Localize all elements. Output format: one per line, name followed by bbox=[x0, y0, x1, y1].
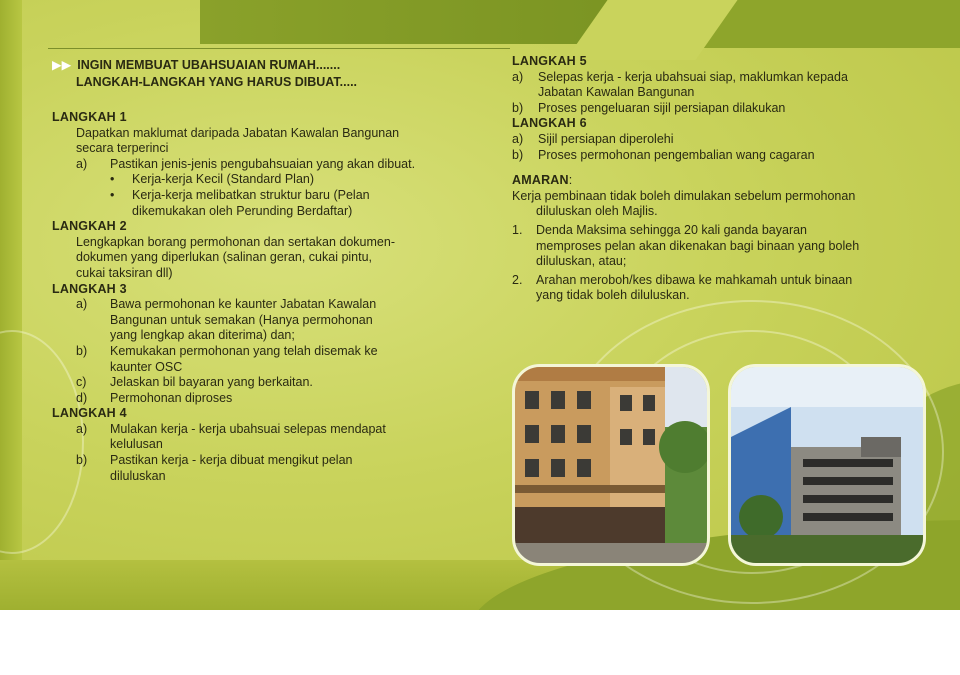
spacer bbox=[512, 163, 932, 173]
langkah-1-intro-2: secara terperinci bbox=[76, 141, 169, 156]
bullet-item bbox=[52, 188, 472, 219]
list-item bbox=[52, 157, 472, 173]
langkah-2-line-3: cukai taksiran dll) bbox=[76, 265, 173, 280]
item-label: a) bbox=[512, 131, 524, 146]
title-rule bbox=[48, 48, 510, 49]
item-text: Bawa permohonan ke kaunter Jabatan Kawalan Bangunan untuk semakan (Hanya permohonan yang lengkap akan diterima) dan; bbox=[110, 297, 377, 343]
langkah-1-intro-1: Dapatkan maklumat daripada Jabatan Kawalan Bangunan bbox=[76, 125, 400, 140]
item-text: Pastikan jenis-jenis pengubahsuaian yang akan dibuat. bbox=[110, 156, 416, 171]
item-text: Arahan meroboh/kes dibawa ke mahkamah untuk binaan yang tidak boleh diluluskan. bbox=[536, 272, 853, 303]
item-text: Kemukakan permohonan yang telah disemak ke kaunter OSC bbox=[110, 343, 378, 374]
langkah-5-heading: LANGKAH 5 bbox=[512, 54, 587, 68]
item-text: Permohonan diproses bbox=[110, 390, 233, 405]
item-text: Sijil persiapan diperolehi bbox=[538, 131, 674, 146]
double-arrow-icon: ▶▶ bbox=[52, 58, 72, 72]
item-text: Proses pengeluaran sijil persiapan dilakukan bbox=[538, 100, 786, 115]
bullet-icon: • bbox=[110, 172, 115, 187]
list-item bbox=[512, 101, 932, 117]
langkah-2-heading: LANGKAH 2 bbox=[52, 219, 127, 234]
item-text: Mulakan kerja - kerja ubahsuai selepas mendapat kelulusan bbox=[110, 421, 386, 452]
item-text: Selepas kerja - kerja ubahsuai siap, maklumkan kepada Jabatan Kawalan Bangunan bbox=[538, 69, 848, 100]
list-item bbox=[512, 273, 932, 304]
langkah-1-heading: LANGKAH 1 bbox=[52, 110, 127, 124]
item-label: 2. bbox=[512, 272, 523, 287]
list-item bbox=[52, 391, 472, 407]
amaran-intro-2: diluluskan oleh Majlis. bbox=[536, 204, 658, 219]
list-item bbox=[512, 148, 932, 164]
list-item bbox=[52, 422, 472, 453]
item-label: 1. bbox=[512, 222, 523, 237]
item-label: b) bbox=[76, 343, 88, 358]
left-column bbox=[52, 110, 472, 484]
title-line-2: LANGKAH-LANGKAH YANG HARUS DIBUAT..... bbox=[76, 75, 358, 89]
item-label: a) bbox=[76, 297, 88, 312]
modern-building-illustration bbox=[731, 367, 923, 563]
item-label: d) bbox=[76, 390, 88, 405]
list-item bbox=[512, 223, 932, 270]
amaran-intro-1: Kerja pembinaan tidak boleh dimulakan sebelum permohonan bbox=[512, 188, 856, 203]
list-item bbox=[512, 70, 932, 101]
item-label: b) bbox=[76, 453, 88, 468]
item-text: Jelaskan bil bayaran yang berkaitan. bbox=[110, 375, 313, 390]
bullet-text: Kerja-kerja Kecil (Standard Plan) bbox=[132, 172, 315, 187]
item-text: Denda Maksima sehingga 20 kali ganda bayaran memproses pelan akan dikenakan bagi binaan yang boleh diluluskan, atau; bbox=[536, 222, 860, 269]
right-column bbox=[512, 54, 932, 304]
list-item bbox=[52, 344, 472, 375]
page-title bbox=[52, 57, 357, 91]
title-line-1: INGIN MEMBUAT UBAHSUAIAN RUMAH....... bbox=[77, 58, 341, 72]
item-text: Proses permohonan pengembalian wang cagaran bbox=[538, 147, 815, 162]
list-item bbox=[52, 297, 472, 344]
photo-modern-building bbox=[728, 364, 926, 566]
bullet-item bbox=[52, 172, 472, 188]
terrace-houses-illustration bbox=[515, 367, 707, 563]
item-label: c) bbox=[76, 375, 87, 390]
list-item bbox=[512, 132, 932, 148]
bullet-icon: • bbox=[110, 187, 115, 202]
list-item bbox=[52, 375, 472, 391]
item-label: a) bbox=[76, 421, 88, 436]
item-label: a) bbox=[76, 156, 88, 171]
item-text: Pastikan kerja - kerja dibuat mengikut pelan diluluskan bbox=[110, 453, 353, 483]
langkah-2-line-1: Lengkapkan borang permohonan dan sertakan dokumen- bbox=[76, 234, 395, 249]
amaran-heading: AMARAN: bbox=[512, 173, 573, 188]
bullet-text: Kerja-kerja melibatkan struktur baru (Pelan dikemukakan oleh Perunding Berdaftar) bbox=[132, 187, 370, 218]
item-label: a) bbox=[512, 69, 524, 84]
item-label: b) bbox=[512, 100, 524, 115]
item-label: b) bbox=[512, 147, 524, 162]
langkah-3-heading: LANGKAH 3 bbox=[52, 281, 127, 296]
photo-terrace-houses bbox=[512, 364, 710, 566]
list-item bbox=[52, 453, 472, 484]
langkah-2-line-2: dokumen yang diperlukan (salinan geran, cukai pintu, bbox=[76, 250, 373, 265]
langkah-4-heading: LANGKAH 4 bbox=[52, 406, 127, 421]
langkah-6-heading: LANGKAH 6 bbox=[512, 116, 587, 131]
